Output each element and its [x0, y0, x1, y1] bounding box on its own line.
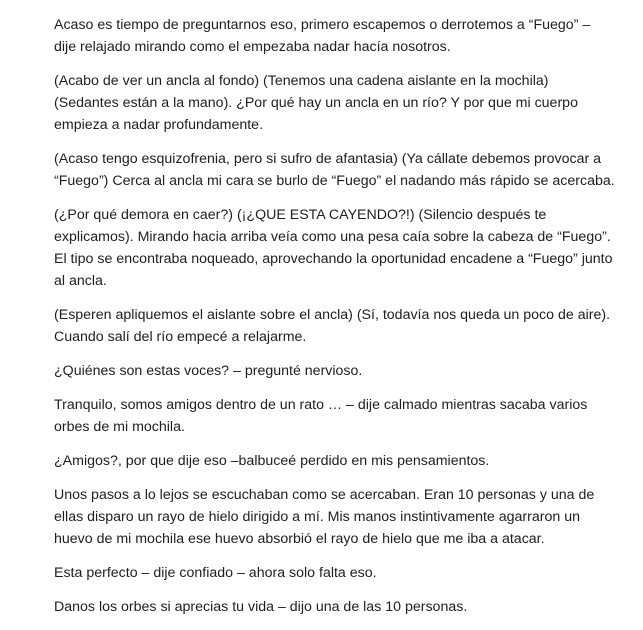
paragraph-3: (Acaso tengo esquizofrenia, pero si sufro de afantasia) (Ya cállate debemos provocar a “Fuego”) Cerca al ancla mi cara se burlo de “Fuego” el nadando más rápido se acercaba. [54, 151, 615, 189]
paragraph-6: ¿Quiénes son estas voces? – pregunté nervioso. [54, 363, 363, 379]
document-body [54, 14, 616, 630]
paragraph-11: Danos los orbes si aprecias tu vida – dijo una de las 10 personas. [54, 599, 468, 615]
paragraph-10: Esta perfecto – dije confiado – ahora solo falta eso. [54, 565, 377, 581]
paragraph-7: Tranquilo, somos amigos dentro de un rato … – dije calmado mientras sacaba varios orbes de mi mochila. [54, 397, 588, 435]
paragraph-2: (Acabo de ver un ancla al fondo) (Tenemos una cadena aislante en la mochila) (Sedantes están a la mano). ¿Por qué hay un ancla en un río? Y por que mi cuerpo empieza a nadar profundamente. [54, 73, 578, 133]
paragraph-5: (Esperen apliquemos el aislante sobre el ancla) (Sí, todavía nos queda un poco de aire). Cuando salí del río empecé a relajarme. [54, 307, 611, 345]
paragraph-1: Acaso es tiempo de preguntarnos eso, primero escapemos o derrotemos a “Fuego” – dije relajado mirando como el empezaba nadar hacía nosotros. [54, 17, 591, 55]
paragraph-8: ¿Amigos?, por que dije eso –balbuceé perdido en mis pensamientos. [54, 453, 490, 469]
paragraph-9: Unos pasos a lo lejos se escuchaban como se acercaban. Eran 10 personas y una de ellas disparo un rayo de hielo dirigido a mí. Mis manos instintivamente agarraron un huevo de mi mochila ese huevo absorbió el rayo de hielo que me iba a atacar. [54, 487, 595, 547]
paragraph-4: (¿Por qué demora en caer?) (¡¿QUE ESTA CAYENDO?!) (Silencio después te explicamos). Mirando hacia arriba veía como una pesa caía sobre la cabeza de “Fuego”. El tipo se encontraba noqueado, aprovechando la oportunidad encadene a “Fuego” junto al ancla. [54, 207, 613, 289]
